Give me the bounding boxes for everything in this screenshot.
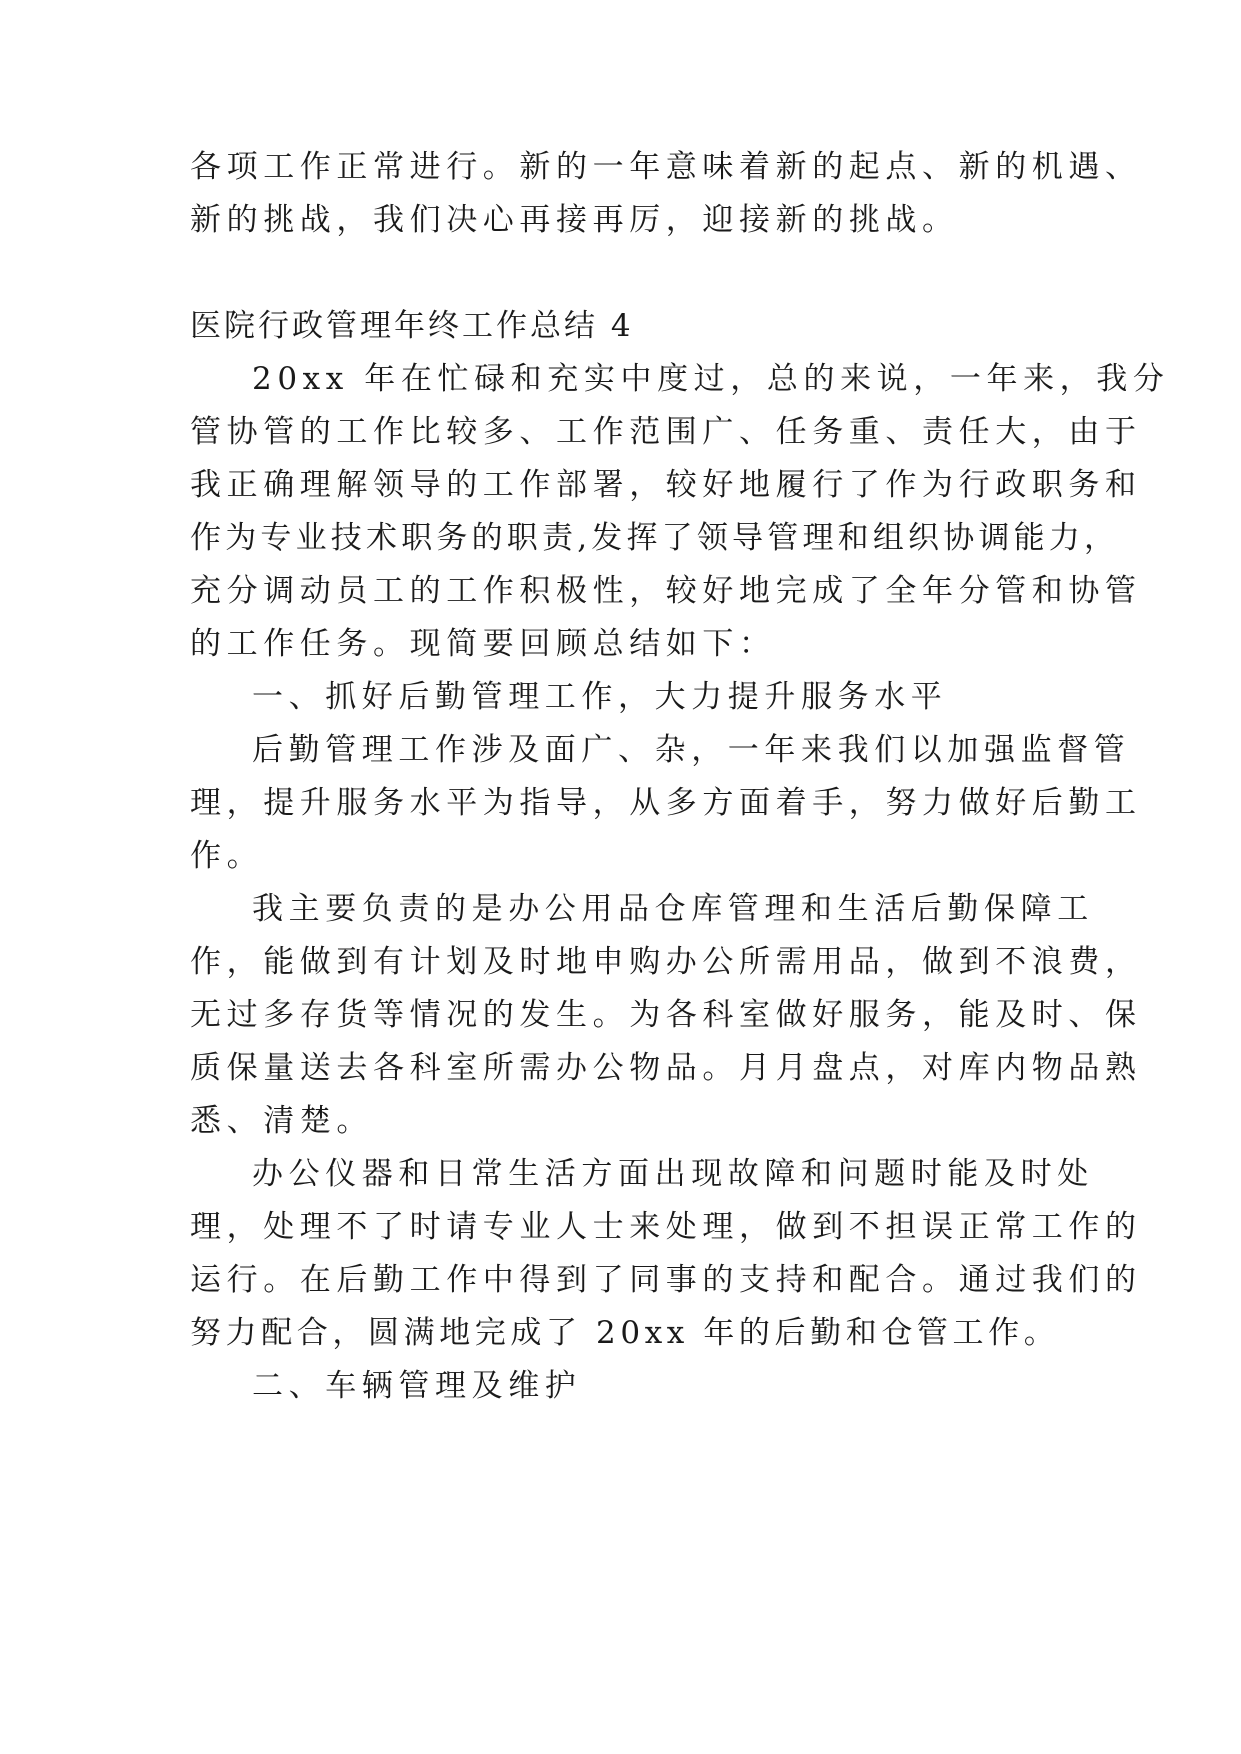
section-title: 医院行政管理年终工作总结 4 [190,308,634,344]
paragraph-line: 管协管的工作比较多、工作范围广、任务重、责任大，由于 [190,414,1142,450]
heading-line: 二、车辆管理及维护 [252,1368,582,1404]
paragraph-line: 作。 [190,838,264,874]
paragraph-line: 后勤管理工作涉及面广、杂，一年来我们以加强监督管 [252,732,1131,768]
paragraph-line: 新的挑战，我们决心再接再厉，迎接新的挑战。 [190,202,959,238]
paragraph-line: 20xx 年在忙碌和充实中度过，总的来说，一年来，我分 [252,361,1170,397]
paragraph-line: 理，处理不了时请专业人士来处理，做到不担误正常工作的 [190,1209,1142,1245]
paragraph-line: 作为专业技术职务的职责,发挥了领导管理和组织协调能力， [190,520,1120,556]
paragraph-line: 无过多存货等情况的发生。为各科室做好服务，能及时、保 [190,997,1142,1033]
paragraph-line: 我正确理解领导的工作部署，较好地履行了作为行政职务和 [190,467,1142,503]
paragraph-line: 质保量送去各科室所需办公物品。月月盘点，对库内物品熟 [190,1050,1142,1086]
paragraph-line: 的工作任务。现简要回顾总结如下： [190,626,776,662]
paragraph-line: 充分调动员工的工作积极性，较好地完成了全年分管和协管 [190,573,1142,609]
paragraph-line: 办公仪器和日常生活方面出现故障和问题时能及时处 [252,1156,1094,1192]
paragraph-line: 努力配合，圆满地完成了 20xx 年的后勤和仓管工作。 [190,1315,1060,1351]
paragraph-line: 作，能做到有计划及时地申购办公所需用品，做到不浪费， [190,944,1142,980]
paragraph-line: 运行。在后勤工作中得到了同事的支持和配合。通过我们的 [190,1262,1142,1298]
paragraph-line: 我主要负责的是办公用品仓库管理和生活后勤保障工 [252,891,1094,927]
heading-line: 一、抓好后勤管理工作，大力提升服务水平 [252,679,948,715]
paragraph-line: 理，提升服务水平为指导，从多方面着手，努力做好后勤工 [190,785,1142,821]
paragraph-line: 各项工作正常进行。新的一年意味着新的起点、新的机遇、 [190,149,1142,185]
paragraph-line: 悉、清楚。 [190,1103,373,1139]
